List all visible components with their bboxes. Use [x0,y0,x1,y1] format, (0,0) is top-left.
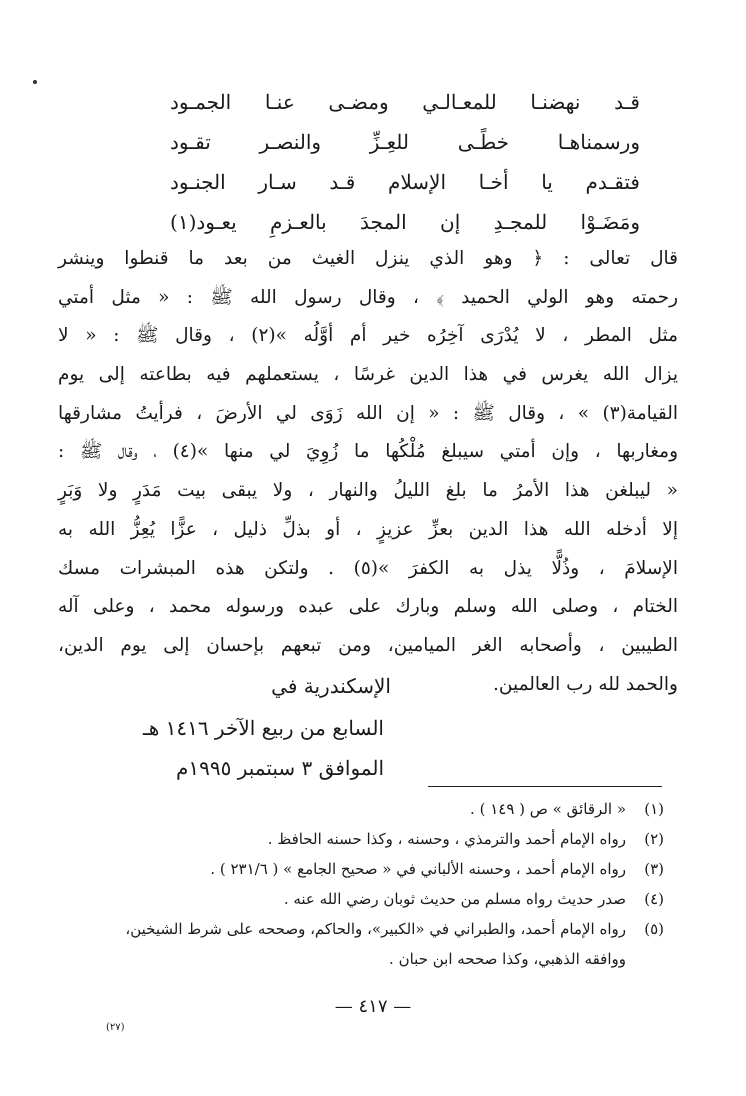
body-line: إلا أدخله الله هذا الدين بعزِّ عزيزٍ ، أو بذلِّ ذليل ، عزًّا يُعِزُّ الله به [58,518,678,540]
footnote [96,914,664,944]
body-line: رحمته وهو الولي الحميد ﴾ ، وقال رسول الله ﷺ : « مثل أمتي [58,286,678,308]
poem-line: ورسمناهـا خطًـى للعِـزِّ والنصـر تقـود [170,130,640,154]
footnotes [96,794,664,974]
body-line: الإسلامَ ، وذُلًّا يذل به الكفرَ »(٥) . ولتكن هذه المبشرات مسك [58,557,678,579]
footnote-number: (٢) [644,830,664,848]
body-line: القيامة(٣) » ، وقال ﷺ : « إن الله زَوَى لي الأرضَ ، فرأيتُ مشارقها [58,402,678,424]
footnote [96,854,664,884]
signoff-date-gregorian: الموافق ٣ سبتمبر ١٩٩٥م [176,756,384,780]
body-line: الختام ، وصلى الله وسلم وبارك على عبده ورسوله محمد ، وعلى آله [58,596,678,618]
signoff-date-hijri: السابع من ربيع الآخر ١٤١٦ هـ [142,716,384,740]
footnote-number: (٤) [644,890,664,908]
footnote-number: (٣) [644,860,664,878]
body-line: الطيبين ، وأصحابه الغر الميامين، ومن تبعهم بإحسان إلى يوم الدين، [58,634,678,656]
poem-line: قـد نهضنـا للمعـالـي ومضـى عنـا الجمـود [170,90,640,114]
body-text [58,240,678,704]
body-line: قال تعالى : ﴿ وهو الذي ينزل الغيث من بعد ما قنطوا وينشر [58,248,678,269]
footnote-continuation: ووافقه الذهبي، وكذا صححه ابن حبان . [389,950,626,968]
footnote [96,884,664,914]
footnote-text: « الرقائق » ص ( ١٤٩ ) . [470,800,626,818]
signoff-place: الإسكندرية في [271,674,391,698]
signature-mark: (٢٧) [106,1022,125,1033]
margin-dot [33,80,37,84]
body-line: مثل المطر ، لا يُدْرَى آخِرُه خير أم أوَّلُه »(٢) ، وقال ﷺ : « لا [58,325,679,347]
poem-line: ومَضَـوْا للمجـدِ إن المجدَ بالعـزمِ يعـود(١) [170,210,640,234]
body-line: ومغاربها ، وإن أمتي سيبلغ مُلْكُها ما زُوِيَ لي منها »(٤) ، وقال ﷺ : [58,441,679,463]
footnote-text: رواه الإمام أحمد، والطبراني في «الكبير»، والحاكم، وصححه على شرط الشيخين، [125,920,626,938]
poem-line: فتقـدم يا أخـا الإسلام قـد سـار الجنـود [170,170,640,194]
footnote-text: صدر حديث رواه مسلم من حديث ثوبان رضي الله عنه . [283,890,626,908]
footnote-text: رواه الإمام أحمد ، وحسنه الألباني في « صحيح الجامع » ( ٢٣١/٦ ) . [210,860,626,878]
footnote [96,824,664,854]
footnote-number: (٥) [644,920,664,938]
page-number: — ٤١٧ — [334,996,412,1017]
footnote-separator [428,786,662,787]
footnote-number: (١) [644,800,664,818]
footnote-text: رواه الإمام أحمد والترمذي ، وحسنه ، وكذا حسنه الحافظ . [267,830,626,848]
poem [170,82,640,242]
body-line: والحمد لله رب العالمين. [493,673,678,695]
body-line: يزال الله يغرس في هذا الدين غرسًا ، يستعملهم فيه بطاعته إلى يوم [58,364,678,386]
footnote [96,794,664,824]
body-line: « ليبلغن هذا الأمرُ ما بلغ الليلُ والنهار ، ولا يبقى بيت مَدَرٍ ولا وَبَرٍ [58,480,678,502]
